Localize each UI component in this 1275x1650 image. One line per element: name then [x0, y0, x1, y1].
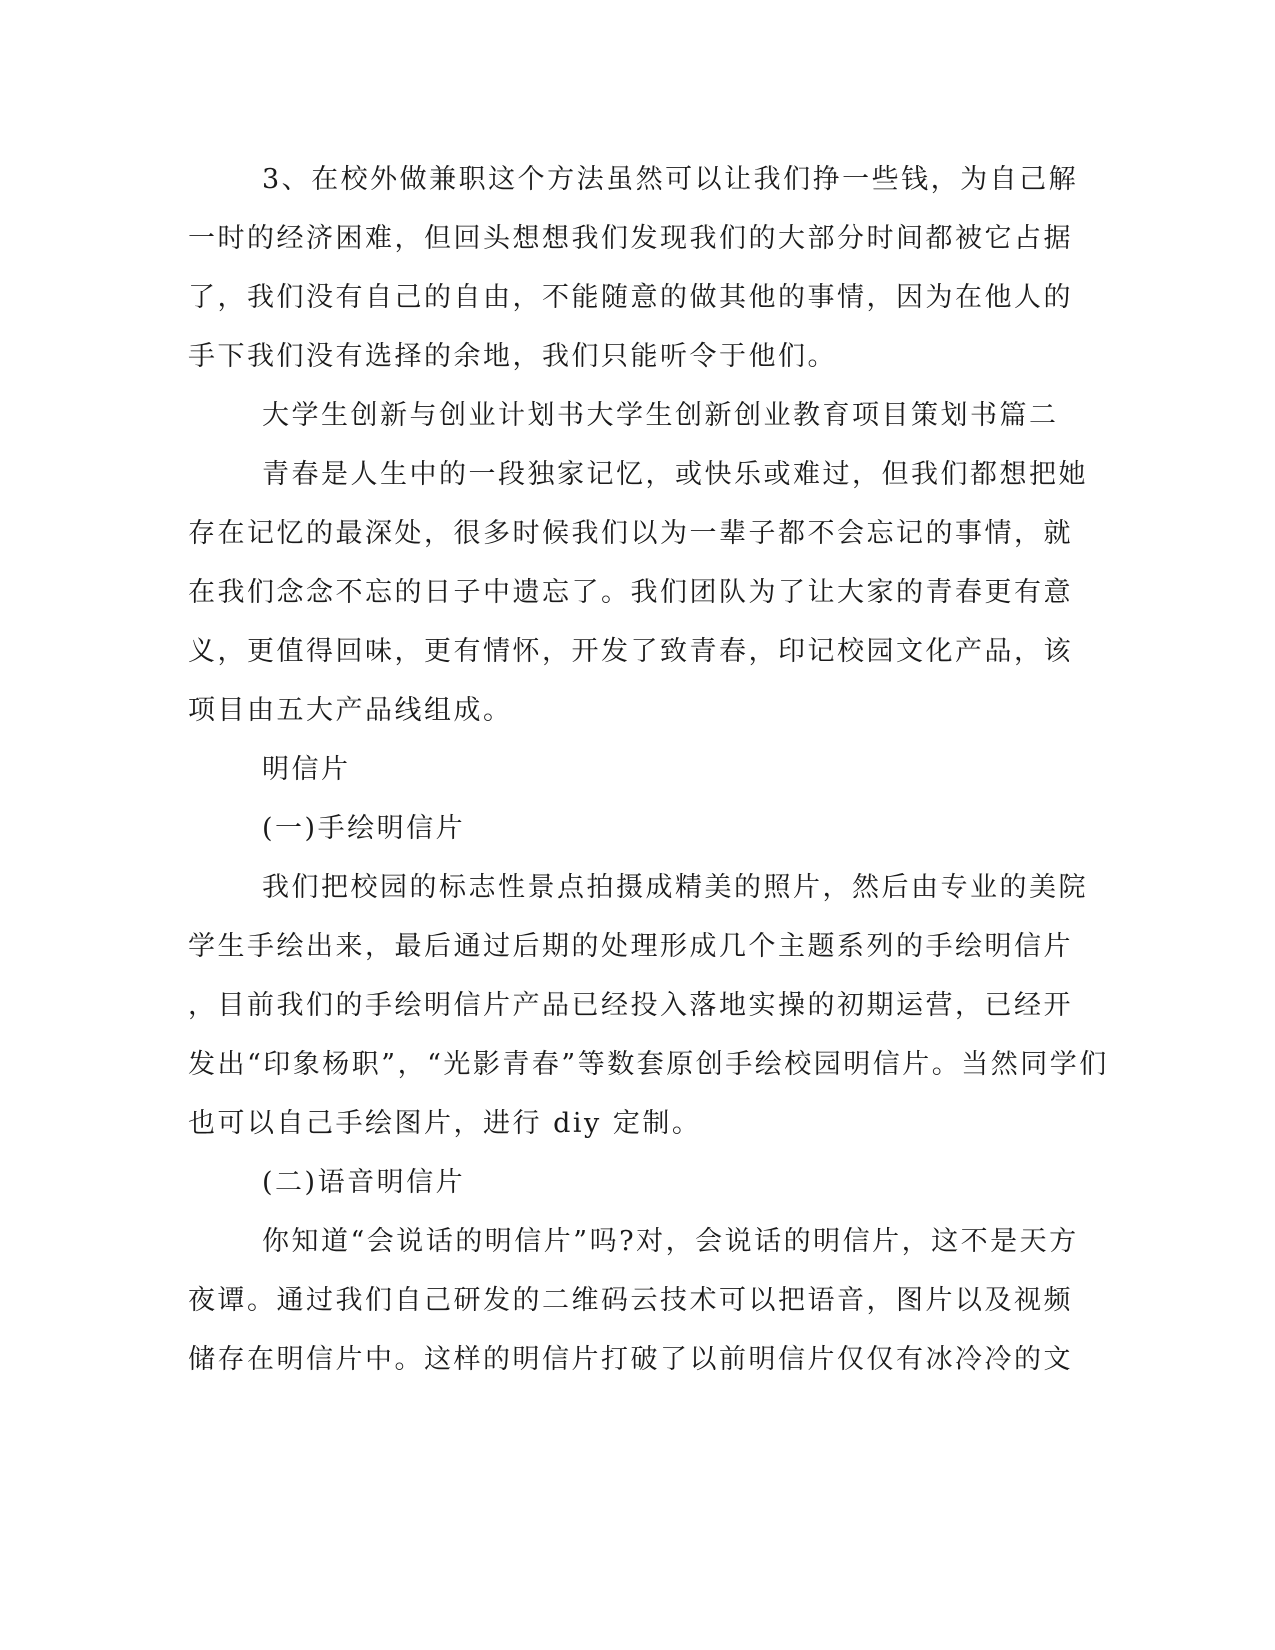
paragraph-line: 3、在校外做兼职这个方法虽然可以让我们挣一些钱，为自己解 [262, 164, 1079, 195]
paragraph-line: 发出“印象杨职”，“光影青春”等数套原创手绘校园明信片。当然同学们 [188, 1049, 1109, 1080]
paragraph-line: 青春是人生中的一段独家记忆，或快乐或难过，但我们都想把她 [262, 459, 1088, 490]
paragraph-line: 学生手绘出来，最后通过后期的处理形成几个主题系列的手绘明信片 [188, 931, 1073, 962]
paragraph-line: 你知道“会说话的明信片”吗?对，会说话的明信片，这不是天方 [262, 1226, 1079, 1257]
paragraph-line: 义，更值得回味，更有情怀，开发了致青春，印记校园文化产品，该 [188, 636, 1073, 667]
paragraph-line: ，目前我们的手绘明信片产品已经投入落地实操的初期运营，已经开 [188, 990, 1073, 1021]
paragraph-line: 了，我们没有自己的自由，不能随意的做其他的事情，因为在他人的 [188, 282, 1073, 313]
paragraph-line: 夜谭。通过我们自己研发的二维码云技术可以把语音，图片以及视频 [188, 1285, 1073, 1316]
subheading: (一)手绘明信片 [262, 813, 466, 844]
paragraph-line: 项目由五大产品线组成。 [188, 695, 513, 726]
subheading: (二)语音明信片 [262, 1167, 466, 1198]
paragraph-line: 在我们念念不忘的日子中遗忘了。我们团队为了让大家的青春更有意 [188, 577, 1073, 608]
paragraph-line: 一时的经济困难，但回头想想我们发现我们的大部分时间都被它占据 [188, 223, 1073, 254]
paragraph-line: 我们把校园的标志性景点拍摄成精美的照片，然后由专业的美院 [262, 872, 1088, 903]
paragraph-line: 存在记忆的最深处，很多时候我们以为一辈子都不会忘记的事情，就 [188, 518, 1073, 549]
paragraph-line: 也可以自己手绘图片，进行 diy 定制。 [188, 1108, 702, 1139]
paragraph-line: 手下我们没有选择的余地，我们只能听令于他们。 [188, 341, 837, 372]
subheading: 明信片 [262, 754, 351, 785]
paragraph-line: 储存在明信片中。这样的明信片打破了以前明信片仅仅有冰冷冷的文 [188, 1344, 1073, 1375]
section-heading: 大学生创新与创业计划书大学生创新创业教育项目策划书篇二 [262, 400, 1059, 431]
